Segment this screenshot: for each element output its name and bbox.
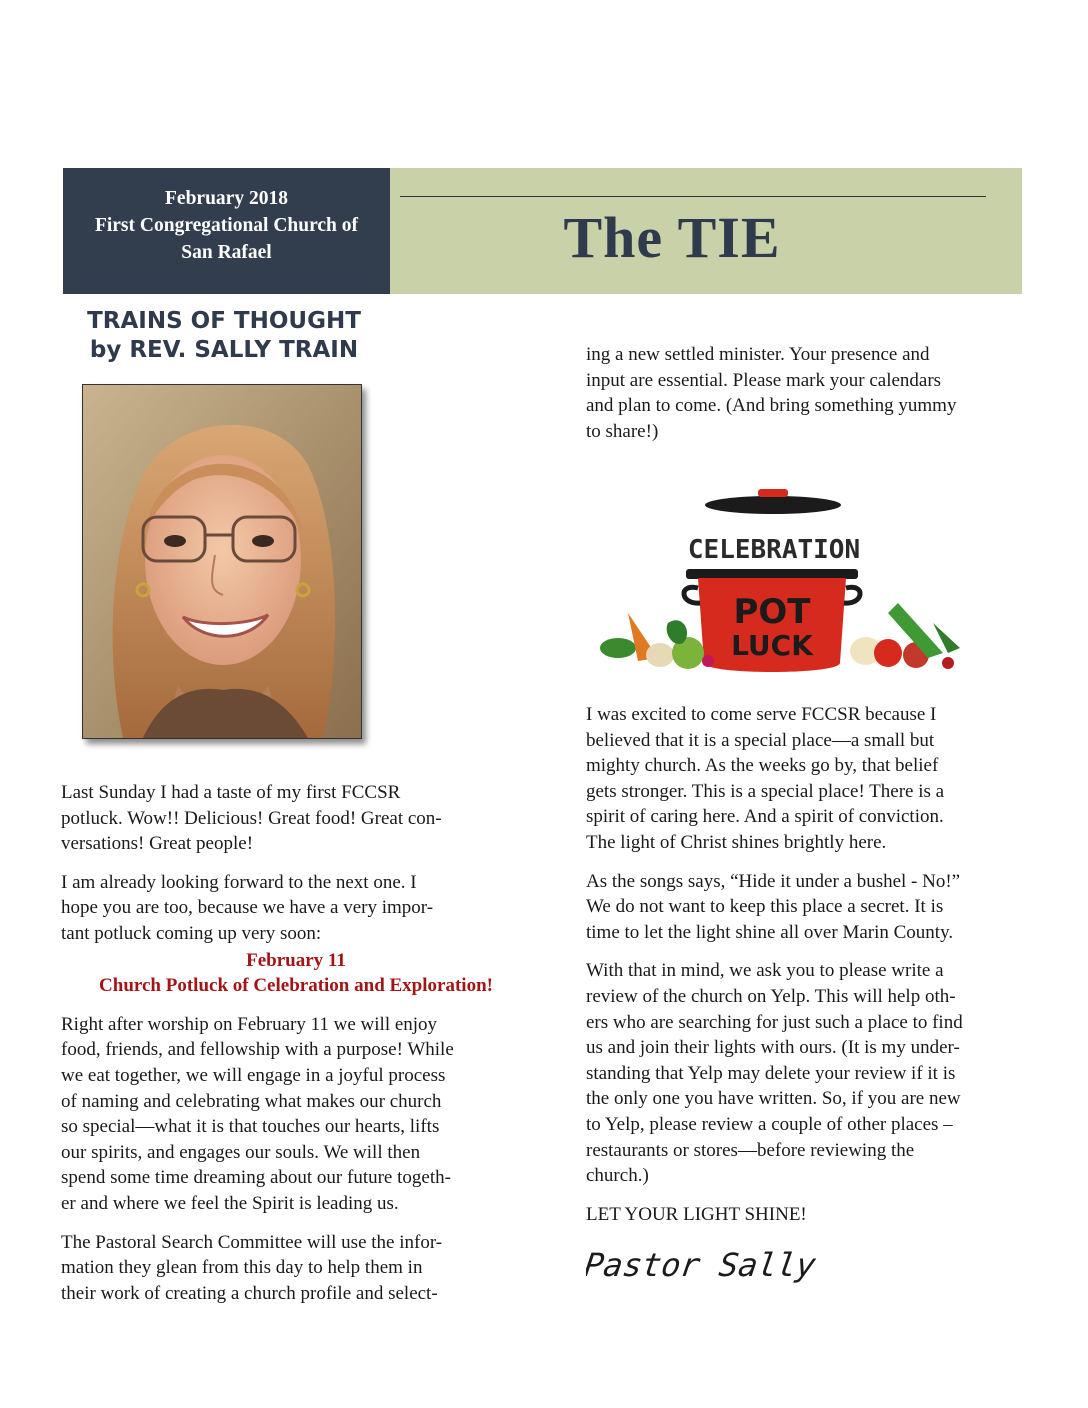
text-line: hope you are too, because we have a very impor- [61, 897, 434, 919]
column-heading-byline: by REV. SALLY TRAIN [89, 337, 359, 363]
text-line: Right after worship on February 11 we will enjoy [61, 1013, 438, 1035]
text-line: believed that it is a special place—a small but [586, 729, 935, 751]
celebration-potluck-graphic [598, 483, 962, 680]
text-line: and plan to come. (And bring something yummy [586, 395, 957, 417]
text-line: tant potluck coming up very soon: [61, 922, 322, 944]
event-date: February 11 [246, 949, 346, 971]
text-line: The light of Christ shines brightly here. [586, 831, 887, 853]
event-announcement [61, 948, 531, 999]
text-line: input are essential. Please mark your calendars [586, 369, 942, 391]
paragraph [61, 780, 531, 857]
potluck-word-luck: LUCK [731, 629, 813, 662]
portrait-illustration [83, 385, 361, 738]
pastor-portrait-photo [82, 384, 362, 739]
closing-line: LET YOUR LIGHT SHINE! [586, 1203, 807, 1225]
text-line: church.) [586, 1165, 649, 1187]
paragraph [586, 342, 1026, 444]
text-line: our spirits, and engages our souls. We will then [61, 1141, 421, 1163]
text-line: time to let the light shine all over Marin County. [586, 921, 954, 943]
left-article-column [61, 780, 531, 1319]
paragraph [61, 870, 531, 947]
text-line: the only one you have written. So, if you are new [586, 1088, 961, 1110]
paragraph [61, 1230, 531, 1307]
text-line: mighty church. As the weeks go by, that belief [586, 755, 939, 777]
column-heading-title: TRAINS OF THOUGHT [87, 308, 361, 334]
text-line: us and join their lights with ours. (It is my under- [586, 1037, 960, 1059]
right-article-column-main [586, 702, 1026, 1240]
potluck-word-pot: POT [733, 592, 811, 632]
text-line: to Yelp, please review a couple of other places – [586, 1113, 953, 1135]
right-article-column-top [586, 342, 1026, 457]
church-name-line2: San Rafael [181, 242, 272, 263]
paragraph [586, 869, 1026, 946]
text-line: I am already looking forward to the next one. I [61, 871, 417, 893]
text-line: I was excited to come serve FCCSR because I [586, 704, 937, 725]
text-line: spirit of caring here. And a spirit of conviction. [586, 806, 944, 828]
text-line: to share!) [586, 420, 659, 442]
text-line: We do not want to keep this place a secret. It is [586, 896, 944, 918]
paragraph [586, 958, 1026, 1188]
text-line: their work of creating a church profile and select- [61, 1282, 438, 1304]
potluck-illustration [598, 483, 962, 680]
text-line: standing that Yelp may delete your review if it is [586, 1062, 956, 1084]
signature-graphic [586, 1240, 816, 1292]
text-line: versations! Great people! [61, 833, 254, 855]
text-line: gets stronger. This is a special place! There is a [586, 780, 945, 802]
text-line: ers who are searching for just such a place to find [586, 1011, 963, 1033]
text-line: so special—what it is that touches our hearts, lifts [61, 1116, 440, 1138]
text-line: spend some time dreaming about our future togeth- [61, 1167, 451, 1189]
paragraph [586, 702, 1026, 856]
text-line: er and where we feel the Spirit is leading us. [61, 1192, 399, 1214]
issue-date: February 2018 [165, 188, 288, 209]
text-line: we eat together, we will engage in a joyful process [61, 1064, 446, 1086]
signature-text: Pastor Sally [586, 1246, 816, 1284]
paragraph [61, 1012, 531, 1217]
column-heading [63, 307, 385, 365]
church-name-line1: First Congregational Church of [94, 215, 359, 236]
text-line: food, friends, and fellowship with a purpose! While [61, 1039, 454, 1061]
event-name: Church Potluck of Celebration and Exploration! [99, 975, 493, 997]
text-line: With that in mind, we ask you to please write a [586, 960, 944, 982]
newsletter-title: The TIE [563, 205, 781, 270]
text-line: mation they glean from this day to help them in [61, 1257, 423, 1279]
potluck-word-celebration: CELEBRATION [687, 535, 861, 565]
text-line: Last Sunday I had a taste of my first FCCSR [61, 782, 401, 803]
text-line: ing a new settled minister. Your presence and [586, 344, 930, 365]
text-line: As the songs says, “Hide it under a bushel - No!” [586, 870, 961, 892]
text-line: potluck. Wow!! Delicious! Great food! Great con- [61, 807, 442, 829]
text-line: review of the church on Yelp. This will help oth- [586, 985, 956, 1007]
text-line: of naming and celebrating what makes our church [61, 1090, 442, 1112]
masthead-rule [400, 196, 986, 197]
masthead [390, 168, 1022, 294]
text-line: restaurants or stores—before reviewing the [586, 1139, 915, 1161]
text-line: The Pastoral Search Committee will use the infor- [61, 1231, 443, 1253]
pastor-signature [586, 1240, 816, 1297]
newsletter-date-block [63, 168, 390, 294]
